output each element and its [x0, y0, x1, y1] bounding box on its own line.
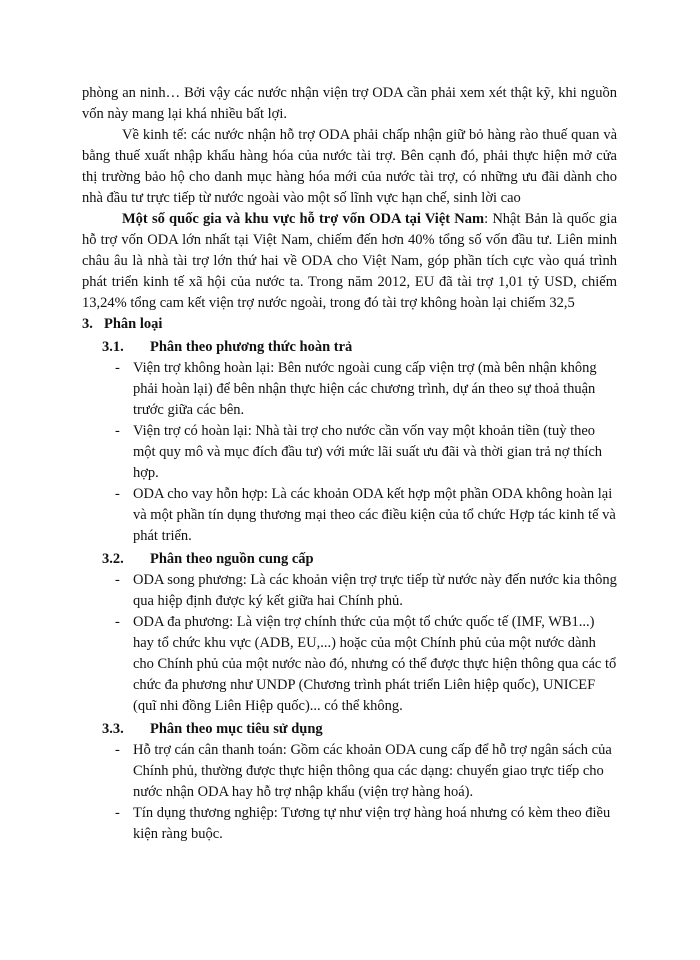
- subsection-heading-source: 3.2. Phân theo nguồn cung cấp: [102, 551, 314, 567]
- list-item: - Viện trợ không hoàn lại: Bên nước ngoài cung cấp viện trợ (mà bên nhận không phải hoàn lại) để bên nhận thực hiện các chương trình, dự án theo sự thoả thuận trước giữa các bên.: [115, 360, 597, 418]
- list-item: - ODA đa phương: Là viện trợ chính thức của một tổ chức quốc tế (IMF, WB1...) hay tổ chức khu vực (ADB, EU,...) hoặc của một Chính phủ của một nước dành cho Chính phủ của một nước nào đó, nhưng có thể được thực hiện thông qua các tổ chức đa phương như UNDP (Chương trình phát triển Liên hiệp quốc), UNICEF (quĩ nhi đồng Liên Hiệp quốc)... có thể không.: [115, 614, 617, 714]
- donors-heading: Một số quốc gia và khu vực hỗ trợ vốn ODA tại Việt Nam: [122, 211, 485, 227]
- list-item: - Viện trợ có hoàn lại: Nhà tài trợ cho nước cần vốn vay một khoản tiền (tuỳ theo một quy mô và mục đích đầu tư) với mức lãi suất ưu đãi và thời gian trả nợ thích hợp.: [115, 423, 602, 481]
- subsection-heading-purpose: 3.3. Phân theo mục tiêu sử dụng: [102, 721, 323, 737]
- subsection-heading-repayment: 3.1. Phân theo phương thức hoàn trả: [102, 339, 353, 355]
- source-list: [82, 570, 617, 717]
- document-page: [82, 83, 617, 845]
- list-item: - ODA song phương: Là các khoản viện trợ trực tiếp từ nước này đến nước kia thông qua hiệp định được ký kết giữa hai Chính phủ.: [115, 572, 617, 609]
- purpose-list: [82, 740, 617, 845]
- list-item: - ODA cho vay hỗn hợp: Là các khoản ODA kết hợp một phần ODA không hoàn lại và một phần tín dụng thương mại theo các điều kiện của tổ chức Hợp tác kinh tế và phát triển.: [115, 486, 616, 544]
- repayment-list: [82, 358, 617, 547]
- donors-text: : Nhật Bản là quốc gia hỗ trợ vốn ODA lớn nhất tại Việt Nam, chiếm đến hơn 40% tổng số vốn đầu tư. Liên minh châu âu là nhà tài trợ lớn thứ hai về ODA cho Việt Nam, góp phần tích cực vào quá trình phát triển kinh tế xã hội của nước ta. Trong năm 2012, EU đã tài trợ 1,01 tỷ USD, chiếm 13,24% tổng cam kết viện trợ nước ngoài, trong đó tài trợ không hoàn lại chiếm 32,5: [82, 211, 618, 311]
- list-item: - Tín dụng thương nghiệp: Tương tự như viện trợ hàng hoá nhưng có kèm theo điều kiện ràng buộc.: [115, 805, 611, 842]
- section-heading-classification: 3. Phân loại: [82, 316, 163, 332]
- paragraph-economy: Về kinh tế: các nước nhận hỗ trợ ODA phải chấp nhận giữ bỏ hàng rào thuế quan và bằng thuế xuất nhập khẩu hàng hóa của nước tài trợ. Bên cạnh đó, phải thực hiện mở cửa thị trường bảo hộ cho danh mục hàng hóa mới của nước tài trợ, có những ưu đãi dành cho nhà đầu tư trực tiếp từ nước ngoài vào một số lĩnh vực hạn chế, sinh lời cao: [82, 127, 617, 206]
- paragraph-security: phòng an ninh… Bởi vậy các nước nhận viện trợ ODA cần phải xem xét thật kỹ, khi nguồn vốn này mang lại khá nhiều bất lợi.: [82, 85, 617, 122]
- list-item: - Hỗ trợ cán cân thanh toán: Gồm các khoản ODA cung cấp để hỗ trợ ngân sách của Chính phủ, thường được thực hiện thông qua các dạng: chuyển giao trực tiếp cho nước nhận ODA hay hỗ trợ nhập khẩu (viện trợ hàng hoá).: [115, 742, 612, 800]
- paragraph-donors: [82, 209, 617, 314]
